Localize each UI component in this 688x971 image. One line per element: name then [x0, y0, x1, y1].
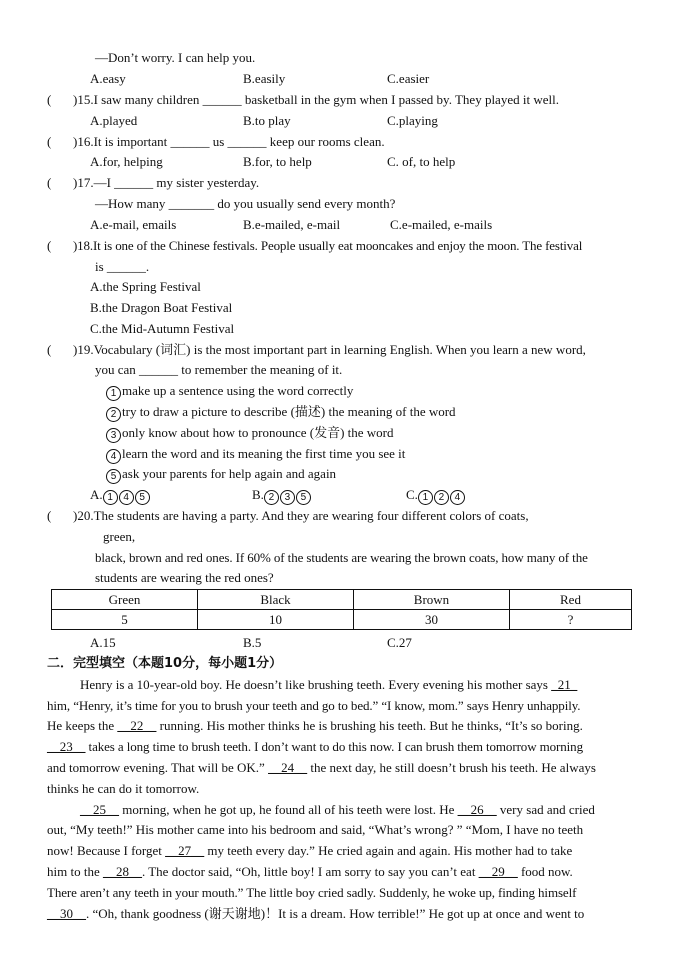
q20-line2: green, — [103, 529, 136, 544]
passage-text: him, “Henry, it’s time for you to brush your teeth and go to bed.” “I know, mom.” says Henry unhappily. — [47, 698, 581, 713]
passage-line-3 — [47, 718, 583, 734]
table-cell: 10 — [198, 610, 354, 630]
q20-option-b[interactable]: B.5 — [243, 635, 262, 650]
q15-stem: )15.I saw many children ______ basketball in the gym when I passed by. They played it well. — [73, 92, 559, 107]
passage-text: out, “My teeth!” His mother came into his bedroom and said, “What’s wrong? ” “Mom, I have no teeth — [47, 822, 584, 837]
table-row — [52, 610, 632, 630]
q18-option-a[interactable]: A.the Spring Festival — [90, 279, 201, 294]
circled-number: 3 — [280, 490, 295, 505]
option-label: B. — [252, 487, 264, 502]
q15-option-a[interactable]: A.played — [90, 113, 138, 128]
circled-number: 1 — [106, 386, 121, 401]
q18-line2: is ______. — [95, 259, 150, 274]
circled-number: 2 — [106, 407, 121, 422]
blank-25[interactable]: __25__ — [80, 802, 119, 817]
passage-line-12 — [47, 906, 584, 922]
q15-answer-paren[interactable]: ( — [47, 92, 52, 107]
blank-22[interactable]: __22__ — [117, 718, 157, 733]
passage-text: He keeps the — [47, 718, 118, 733]
passage-line-2 — [47, 698, 580, 714]
q19-option-b[interactable] — [252, 487, 312, 505]
q16-option-b[interactable]: B.for, to help — [243, 154, 312, 169]
table-cell: ? — [510, 610, 632, 630]
passage-text: very sad and cried — [496, 802, 595, 817]
q16-option-a[interactable]: A.for, helping — [90, 154, 163, 169]
circled-number: 5 — [106, 469, 121, 484]
blank-21[interactable]: _21_ — [551, 677, 578, 692]
blank-28[interactable]: __28__ — [102, 864, 142, 879]
blank-27[interactable]: __27__ — [165, 843, 205, 858]
passage-text: running. His mother thinks he is brushing his teeth. But he thinks, “It’s so boring. — [156, 718, 583, 733]
q17-option-b[interactable]: B.e-mailed, e-mail — [243, 217, 341, 232]
passage-line-1 — [80, 677, 577, 693]
circled-number: 1 — [103, 490, 118, 505]
section-2-title: 二．完型填空（本题10分，每小题1分） — [47, 656, 283, 671]
passage-line-7 — [80, 802, 595, 818]
q14-option-a[interactable]: A.easy — [90, 71, 126, 86]
q20-option-c[interactable]: C.27 — [387, 635, 412, 650]
circled-number: 2 — [264, 490, 279, 505]
q16-stem: )16.It is important ______ us ______ keep our rooms clean. — [73, 134, 385, 149]
passage-text: . “Oh, thank goodness (谢天谢地)！It is a dream. How terrible!” He got up at once and went to — [86, 906, 585, 921]
q19-option-a[interactable] — [90, 487, 151, 505]
q15-option-c[interactable]: C.playing — [387, 113, 438, 128]
passage-text: now! Because I forget — [47, 843, 166, 858]
q19-item-4 — [106, 446, 405, 464]
q14-option-b[interactable]: B.easily — [243, 71, 286, 86]
circled-number: 4 — [450, 490, 465, 505]
passage-text: Henry is a 10-year-old boy. He doesn’t like brushing teeth. Every evening his mother says — [80, 677, 552, 692]
circled-number: 4 — [119, 490, 134, 505]
circled-number: 4 — [106, 449, 121, 464]
passage-line-5 — [47, 760, 596, 776]
q19-item-text: learn the word and its meaning the first time you see it — [122, 446, 406, 461]
passage-text: There aren’t any teeth in your mouth.” The little boy cried sadly. Suddenly, he woke up, finding himself — [47, 885, 577, 900]
passage-text: . The doctor said, “Oh, little boy! I am sorry to say you can’t eat — [141, 864, 479, 879]
q19-item-text: try to draw a picture to describe (描述) the meaning of the word — [122, 404, 456, 419]
coat-colors-table — [51, 589, 632, 630]
q20-line3: black, brown and red ones. If 60% of the students are wearing the brown coats, how many of the — [95, 550, 588, 565]
passage-text: the next day, he still doesn’t brush his teeth. He always — [307, 760, 596, 775]
table-cell: 30 — [354, 610, 510, 630]
q19-item-text: only know about how to pronounce (发音) the word — [122, 425, 394, 440]
q18-answer-paren[interactable]: ( — [47, 238, 52, 253]
q16-option-c[interactable]: C. of, to help — [387, 154, 456, 169]
q20-option-a[interactable]: A.15 — [90, 635, 116, 650]
passage-text: morning, when he got up, he found all of his teeth were lost. He — [119, 802, 458, 817]
passage-line-4 — [47, 739, 583, 755]
circled-number: 1 — [418, 490, 433, 505]
blank-29[interactable]: __29__ — [478, 864, 518, 879]
passage-text: and tomorrow evening. That will be OK.” — [47, 760, 269, 775]
passage-text: him to the — [47, 864, 103, 879]
q19-answer-paren[interactable]: ( — [47, 342, 52, 357]
q19-item-text: ask your parents for help again and again — [122, 466, 337, 481]
table-header-cell: Red — [510, 590, 632, 610]
q19-item-2 — [106, 404, 456, 422]
passage-text: takes a long time to brush teeth. I don’t want to do this now. I can brush them tomorrow morning — [85, 739, 583, 754]
q19-item-3 — [106, 425, 394, 443]
q17-stem: )17.—I ______ my sister yesterday. — [73, 175, 260, 190]
circled-number: 2 — [434, 490, 449, 505]
q20-line4: students are wearing the red ones? — [95, 570, 274, 585]
q14-option-c[interactable]: C.easier — [387, 71, 430, 86]
q19-item-text: make up a sentence using the word correctly — [122, 383, 354, 398]
table-header-cell: Brown — [354, 590, 510, 610]
passage-text: food now. — [517, 864, 573, 879]
blank-23[interactable]: __23__ — [47, 739, 86, 754]
blank-26[interactable]: __26__ — [457, 802, 497, 817]
option-label: C. — [406, 487, 418, 502]
q15-option-b[interactable]: B.to play — [243, 113, 291, 128]
q17-line2: —How many _______ do you usually send every month? — [95, 196, 396, 211]
q18-option-c[interactable]: C.the Mid-Autumn Festival — [90, 321, 235, 336]
q14-reply: —Don’t worry. I can help you. — [95, 50, 256, 65]
option-label: A. — [90, 487, 103, 502]
table-header-cell: Green — [52, 590, 198, 610]
table-cell: 5 — [52, 610, 198, 630]
passage-line-10 — [47, 864, 573, 880]
q20-stem: )20.The students are having a party. And they are wearing four different colors of coats, — [73, 508, 529, 523]
passage-line-8 — [47, 822, 583, 838]
circled-number: 5 — [135, 490, 150, 505]
q17-option-c[interactable]: C.e-mailed, e-mails — [390, 217, 493, 232]
circled-number: 3 — [106, 428, 121, 443]
table-header-cell: Black — [198, 590, 354, 610]
q19-line2: you can ______ to remember the meaning of it. — [95, 362, 343, 377]
blank-30[interactable]: __30__ — [47, 906, 86, 921]
passage-line-9 — [47, 843, 572, 859]
passage-text: thinks he can do it tomorrow. — [47, 781, 200, 796]
passage-line-6 — [47, 781, 199, 797]
q17-option-a[interactable]: A.e-mail, emails — [90, 217, 177, 232]
circled-number: 5 — [296, 490, 311, 505]
table-header-row — [52, 590, 632, 610]
q19-item-5 — [106, 466, 336, 484]
blank-24[interactable]: __24__ — [268, 760, 308, 775]
q18-stem: )18.It is one of the Chinese festivals. People usually eat mooncakes and enjoy the moon. The festival — [73, 238, 583, 253]
q19-option-c[interactable] — [406, 487, 466, 505]
q19-item-1 — [106, 383, 353, 401]
q20-answer-paren[interactable]: ( — [47, 508, 52, 523]
q16-answer-paren[interactable]: ( — [47, 134, 52, 149]
q18-option-b[interactable]: B.the Dragon Boat Festival — [90, 300, 233, 315]
passage-text: my teeth every day.” He cried again and again. His mother had to take — [204, 843, 573, 858]
passage-line-11 — [47, 885, 576, 901]
q19-stem: )19.Vocabulary (词汇) is the most important part in learning English. When you learn a new word, — [73, 342, 586, 357]
q17-answer-paren[interactable]: ( — [47, 175, 52, 190]
